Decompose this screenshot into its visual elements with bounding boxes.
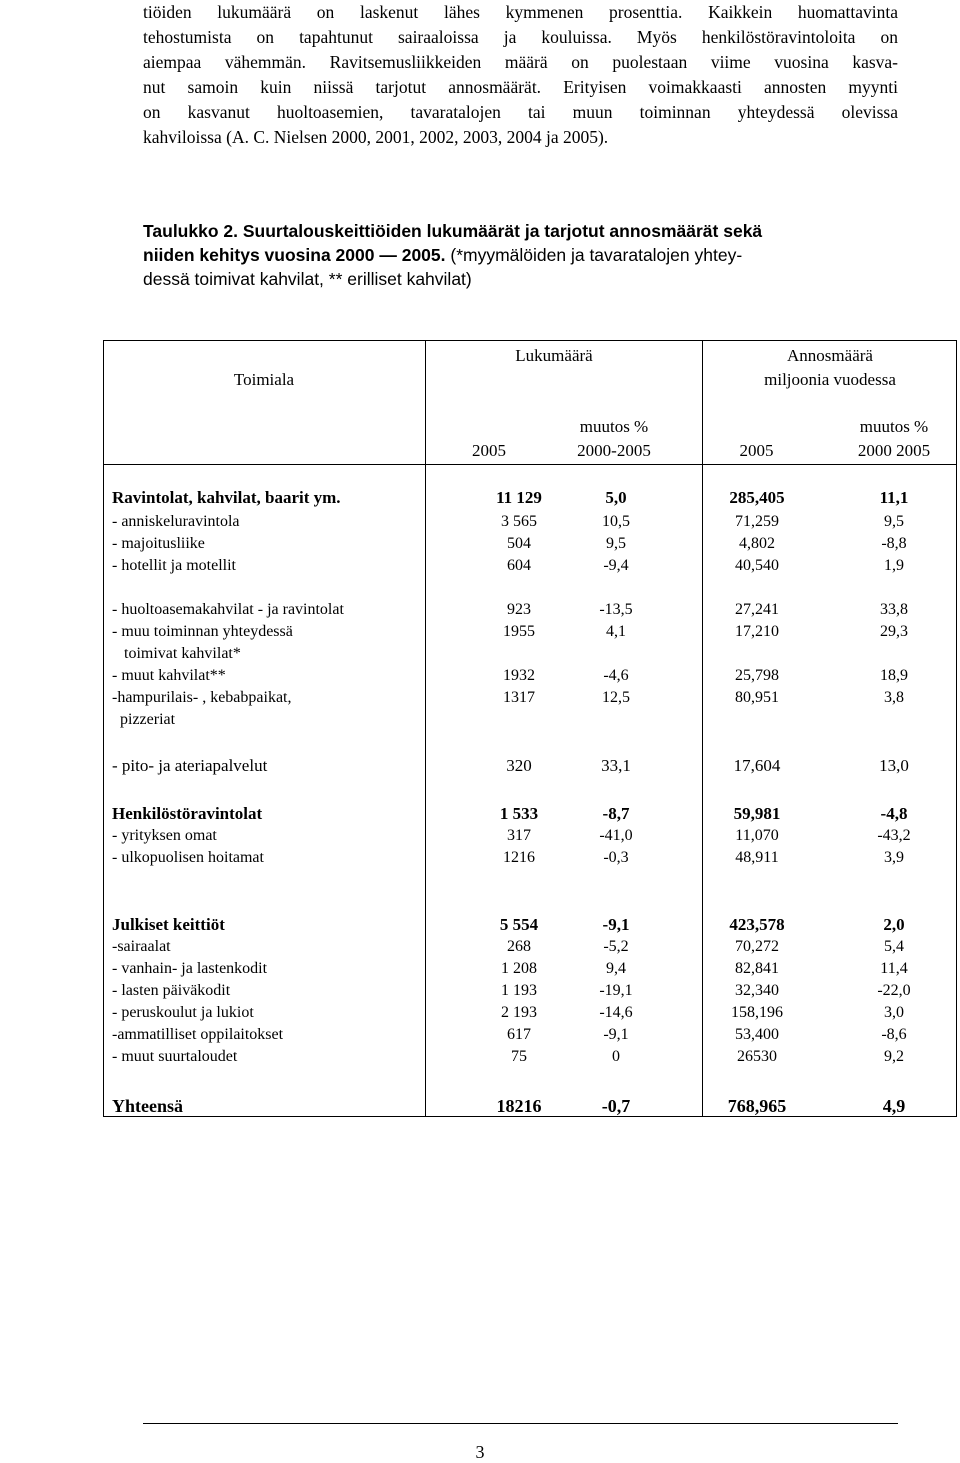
- count-change: -0,7: [601, 1096, 631, 1116]
- count-change: 5,0: [605, 488, 627, 507]
- servings-change: 29,3: [880, 623, 908, 640]
- table-row: [104, 487, 956, 509]
- header-toimiala: Toimiala: [233, 370, 295, 389]
- servings-change: 3,0: [884, 1004, 904, 1021]
- data-table: [103, 340, 957, 1117]
- count-change: 10,5: [602, 513, 630, 530]
- count-2005: 1216: [503, 849, 535, 866]
- header-change-count-range: 2000-2005: [577, 441, 651, 460]
- intro-paragraph: [143, 0, 898, 150]
- servings-change: 18,9: [880, 667, 908, 684]
- paragraph-line: on kasvanut huoltoasemien, tavaratalojen tai muun toiminnan yhteydessä olevissa: [143, 102, 898, 122]
- row-label: - pito- ja ateriapalvelut: [112, 756, 268, 775]
- row-label: -ammatilliset oppilaitokset: [112, 1026, 284, 1043]
- servings-change: 9,2: [884, 1048, 904, 1065]
- table-row: [104, 533, 956, 555]
- servings-change: -22,0: [877, 982, 911, 999]
- row-label: - lasten päiväkodit: [112, 982, 231, 999]
- servings-change: 1,9: [884, 557, 904, 574]
- servings-2005: 423,578: [729, 915, 785, 934]
- caption-title: Suurtalouskeittiöiden lukumäärät ja tarjotut annosmäärät sekä: [237, 221, 763, 241]
- paragraph-line: nut samoin kuin niissä tarjotut annosmäärät. Erityisen voimakkaasti annosten myynti: [143, 77, 898, 97]
- paragraph-line: tiöiden lukumäärä on laskenut lähes kymmenen prosenttia. Kaikkein huomattavinta: [143, 2, 898, 22]
- count-change: -0,3: [603, 849, 629, 866]
- count-2005: 604: [507, 557, 531, 574]
- servings-2005: 768,965: [727, 1096, 787, 1116]
- header-annosmaara-unit: miljoonia vuodessa: [764, 370, 896, 389]
- count-change: 4,1: [606, 623, 626, 640]
- caption-title-cont: niiden kehitys vuosina 2000 — 2005.: [143, 245, 446, 265]
- row-label: - majoitusliike: [112, 535, 205, 552]
- table-row: [104, 1024, 956, 1046]
- count-2005: 1 208: [501, 960, 537, 977]
- count-2005: 504: [507, 535, 531, 552]
- row-label: - muut kahvilat**: [112, 667, 226, 684]
- row-label: pizzeriat: [112, 711, 176, 728]
- servings-change: 11,1: [879, 488, 909, 507]
- count-2005: 923: [507, 601, 531, 618]
- table-row: [104, 687, 956, 709]
- row-label: Yhteensä: [112, 1096, 183, 1116]
- row-label: -hampurilais- , kebabpaikat,: [112, 689, 292, 706]
- row-label: - ulkopuolisen hoitamat: [112, 849, 264, 866]
- header-annosmaara: Annosmäärä: [787, 346, 873, 365]
- servings-change: 3,8: [884, 689, 904, 706]
- row-label: toimivat kahvilat*: [112, 645, 241, 662]
- table-row: [104, 958, 956, 980]
- paragraph-line: tehostumista on tapahtunut sairaaloissa ja kouluissa. Myös henkilöstöravintoloita on: [143, 27, 898, 47]
- row-label: Ravintolat, kahvilat, baarit ym.: [112, 488, 341, 507]
- table-row: [104, 847, 956, 869]
- row-label: -sairaalat: [112, 938, 171, 955]
- count-change: -9,1: [603, 1026, 629, 1043]
- count-2005: 5 554: [499, 915, 539, 934]
- servings-change: -4,8: [880, 804, 908, 823]
- servings-2005: 70,272: [735, 938, 779, 955]
- count-change: -5,2: [603, 938, 629, 955]
- row-label: - muu toiminnan yhteydessä: [112, 623, 293, 640]
- count-2005: 18216: [496, 1096, 542, 1116]
- count-change: -41,0: [599, 827, 633, 844]
- servings-change: -8,6: [881, 1026, 907, 1043]
- servings-2005: 285,405: [729, 488, 785, 507]
- caption-note-cont: dessä toimivat kahvilat, ** erilliset kahvilat): [143, 269, 472, 289]
- count-change: -9,1: [602, 915, 630, 934]
- row-label: - huoltoasemakahvilat - ja ravintolat: [112, 601, 344, 618]
- table-row: [104, 665, 956, 687]
- servings-2005: 11,070: [735, 827, 779, 844]
- row-label: - peruskoulut ja lukiot: [112, 1004, 254, 1021]
- servings-2005: 71,259: [735, 513, 779, 530]
- servings-2005: 17,210: [735, 623, 779, 640]
- count-change: -4,6: [603, 667, 629, 684]
- servings-change: 5,4: [884, 938, 904, 955]
- servings-change: 33,8: [880, 601, 908, 618]
- count-2005: 75: [511, 1048, 527, 1065]
- servings-2005: 27,241: [735, 601, 779, 618]
- paragraph-line: kahviloissa (A. C. Nielsen 2000, 2001, 2002, 2003, 2004 ja 2005).: [143, 127, 609, 147]
- count-2005: 1 533: [499, 804, 539, 823]
- header-divider: [104, 464, 956, 465]
- page-number: 3: [475, 1442, 485, 1462]
- count-2005: 1317: [503, 689, 535, 706]
- header-year-servings: 2005: [739, 441, 774, 460]
- count-change: 0: [612, 1048, 620, 1065]
- servings-2005: 4,802: [739, 535, 775, 552]
- footer-rule: [143, 1423, 898, 1424]
- count-change: 33,1: [601, 756, 631, 775]
- count-2005: 1955: [503, 623, 535, 640]
- table-row: [104, 709, 956, 731]
- count-2005: 268: [507, 938, 531, 955]
- count-change: -13,5: [599, 601, 633, 618]
- servings-change: -43,2: [877, 827, 911, 844]
- table-row: [104, 643, 956, 665]
- header-change-count: muutos %: [579, 417, 649, 436]
- caption-line: [143, 243, 898, 267]
- count-2005: 3 565: [501, 513, 537, 530]
- count-change: 9,4: [606, 960, 626, 977]
- row-label: Julkiset keittiöt: [112, 915, 225, 934]
- header-change-servings-range: 2000 2005: [857, 441, 931, 460]
- servings-change: 11,4: [880, 960, 908, 977]
- servings-change: 13,0: [879, 756, 909, 775]
- paragraph-line: aiempaa vähemmän. Ravitsemusliikkeiden määrä on puolestaan viime vuosina kasva-: [143, 52, 898, 72]
- table-row: [104, 936, 956, 958]
- caption-note: (*myymälöiden ja tavaratalojen yhtey-: [445, 245, 743, 265]
- table-row: [104, 511, 956, 533]
- servings-change: 9,5: [884, 513, 904, 530]
- servings-2005: 59,981: [733, 804, 781, 823]
- count-change: -14,6: [599, 1004, 633, 1021]
- table-row: [104, 1002, 956, 1024]
- servings-2005: 82,841: [735, 960, 779, 977]
- count-change: 12,5: [602, 689, 630, 706]
- servings-2005: 80,951: [735, 689, 779, 706]
- table-row: [104, 803, 956, 825]
- servings-2005: 53,400: [735, 1026, 779, 1043]
- table-row: [104, 555, 956, 577]
- table-row: [104, 914, 956, 936]
- count-2005: 617: [507, 1026, 531, 1043]
- header-change-servings: muutos %: [859, 417, 929, 436]
- count-change: -8,7: [602, 804, 630, 823]
- servings-2005: 40,540: [735, 557, 779, 574]
- count-2005: 320: [506, 756, 532, 775]
- count-change: 9,5: [606, 535, 626, 552]
- count-change: -9,4: [603, 557, 629, 574]
- servings-change: 4,9: [882, 1096, 906, 1116]
- table-row: [104, 825, 956, 847]
- count-2005: 2 193: [501, 1004, 537, 1021]
- count-change: -19,1: [599, 982, 633, 999]
- servings-2005: 26530: [737, 1048, 777, 1065]
- table-row: [104, 1095, 956, 1117]
- servings-change: 3,9: [884, 849, 904, 866]
- servings-2005: 17,604: [733, 756, 781, 775]
- servings-change: -8,8: [881, 535, 907, 552]
- table-row: [104, 980, 956, 1002]
- table-row: [104, 621, 956, 643]
- servings-2005: 48,911: [735, 849, 779, 866]
- caption-label: Taulukko 2.: [143, 221, 238, 241]
- row-label: - anniskeluravintola: [112, 513, 240, 530]
- table-row: [104, 599, 956, 621]
- row-label: - vanhain- ja lastenkodit: [112, 960, 268, 977]
- servings-2005: 158,196: [731, 1004, 783, 1021]
- table-row: [104, 1046, 956, 1068]
- count-2005: 11 129: [496, 488, 542, 507]
- count-2005: 1 193: [501, 982, 537, 999]
- row-label: - yrityksen omat: [112, 827, 217, 844]
- header-lukumaara: Lukumäärä: [515, 346, 593, 365]
- table-caption: [143, 219, 898, 291]
- servings-change: 2,0: [883, 915, 905, 934]
- count-2005: 1932: [503, 667, 535, 684]
- caption-line: [143, 219, 898, 243]
- row-label: - hotellit ja motellit: [112, 557, 236, 574]
- servings-2005: 32,340: [735, 982, 779, 999]
- count-2005: 317: [507, 827, 531, 844]
- header-year-count: 2005: [472, 441, 506, 460]
- row-label: Henkilöstöravintolat: [112, 804, 263, 823]
- table-row: [104, 755, 956, 777]
- servings-2005: 25,798: [735, 667, 779, 684]
- row-label: - muut suurtaloudet: [112, 1048, 238, 1065]
